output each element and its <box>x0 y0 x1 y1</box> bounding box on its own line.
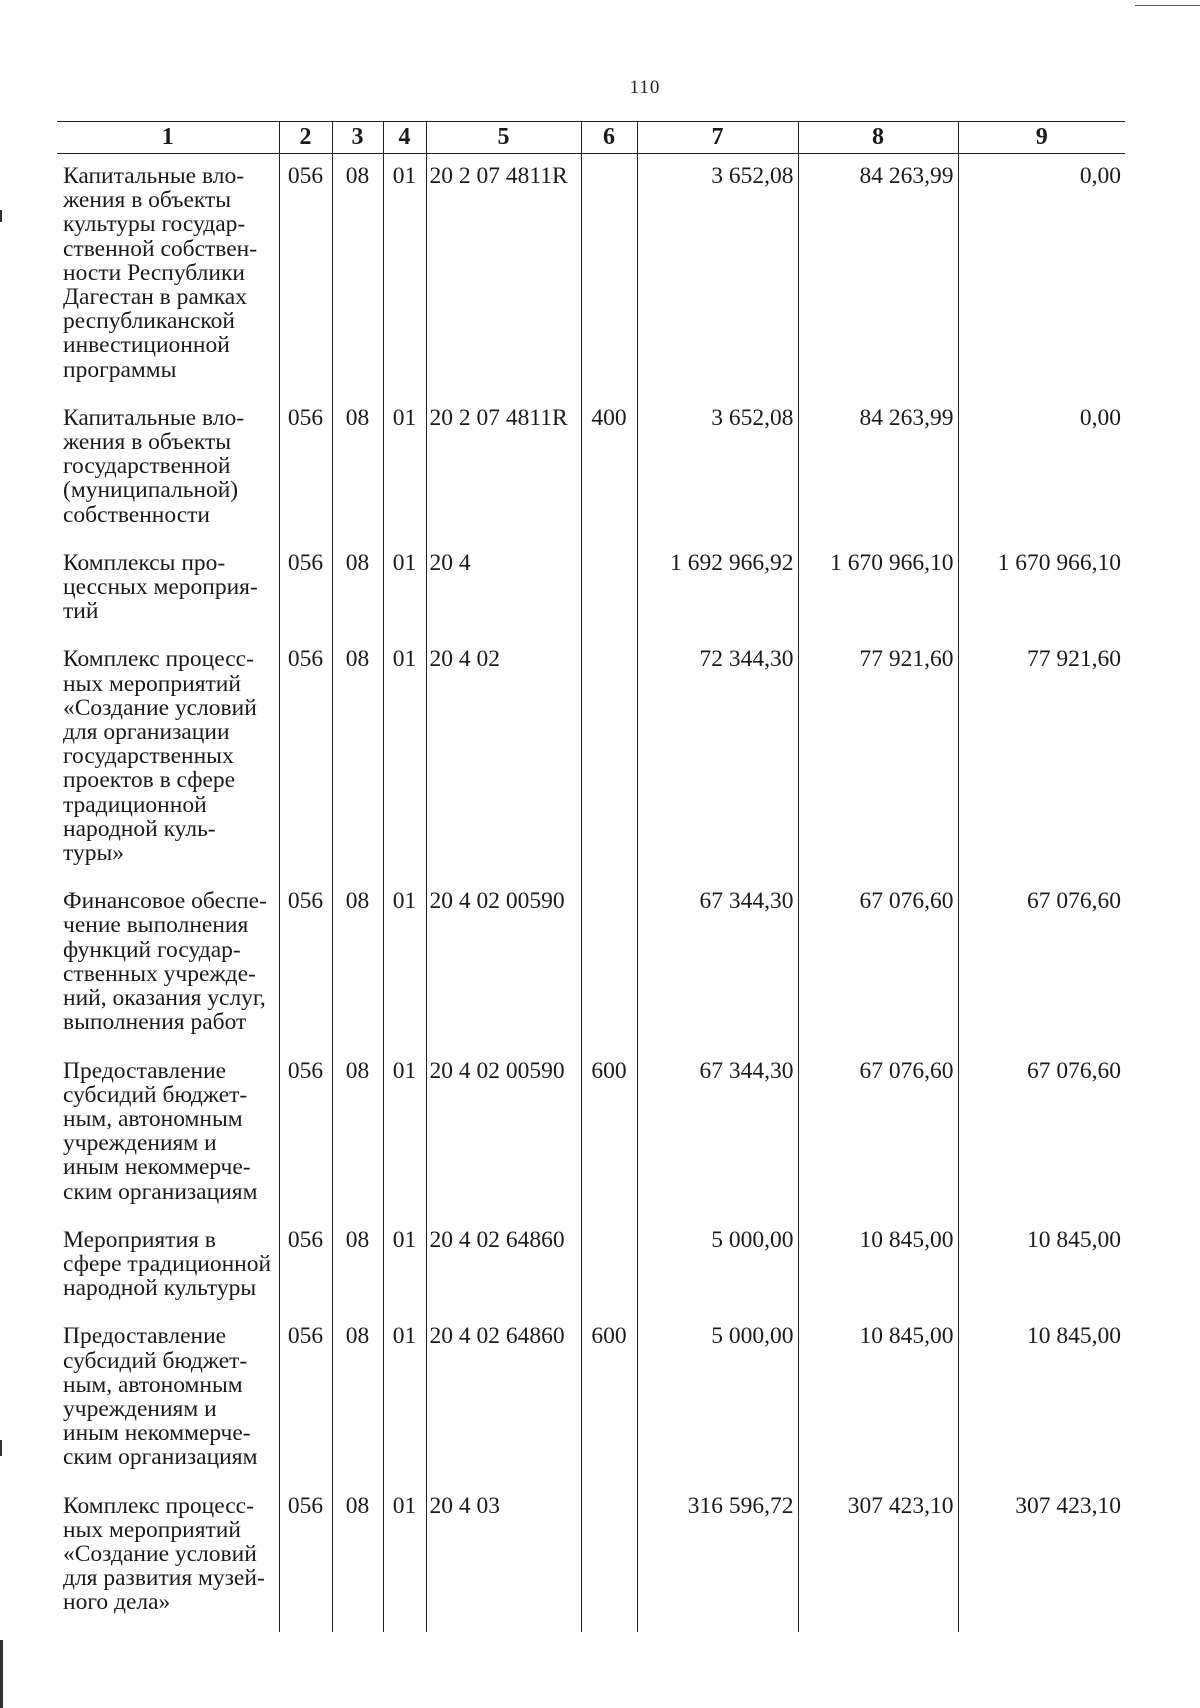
item-name: Комплекс процесс- ных мероприятий «Создание условий для развития музей- ного дела» <box>63 1492 265 1616</box>
budget-table <box>57 121 1125 1632</box>
column-number-header-row <box>57 122 1125 154</box>
table-row <box>57 637 1125 879</box>
expense-type-code: 600 <box>581 1049 637 1218</box>
section-code: 08 <box>332 154 383 396</box>
subsection-code: 01 <box>383 541 426 638</box>
subsection-code: 01 <box>383 637 426 879</box>
amount-col9: 67 076,60 <box>958 879 1125 1048</box>
scan-margin-mark <box>0 1640 3 1708</box>
amount-col9: 0,00 <box>958 154 1125 396</box>
item-name: Комплексы про- цессных мероприя- тий <box>63 549 258 625</box>
amount-col9: 67 076,60 <box>958 1049 1125 1218</box>
amount-col7: 5 000,00 <box>637 1314 798 1483</box>
top-edge-rule <box>1135 5 1200 6</box>
column-number-header: 7 <box>637 122 798 154</box>
amount-col7: 316 596,72 <box>637 1484 798 1632</box>
ministry-code: 056 <box>279 1049 332 1218</box>
amount-col8: 10 845,00 <box>798 1314 958 1483</box>
scan-margin-mark <box>0 210 2 222</box>
amount-col7: 72 344,30 <box>637 637 798 879</box>
ministry-code: 056 <box>279 541 332 638</box>
table-row <box>57 1484 1125 1632</box>
subsection-code: 01 <box>383 396 426 541</box>
ministry-code: 056 <box>279 637 332 879</box>
target-article-code: 20 2 07 4811R <box>426 396 581 541</box>
amount-col9: 10 845,00 <box>958 1314 1125 1483</box>
section-code: 08 <box>332 637 383 879</box>
section-code: 08 <box>332 1314 383 1483</box>
subsection-code: 01 <box>383 879 426 1048</box>
target-article-code: 20 4 <box>426 541 581 638</box>
amount-col8: 84 263,99 <box>798 396 958 541</box>
subsection-code: 01 <box>383 1484 426 1632</box>
section-code: 08 <box>332 396 383 541</box>
subsection-code: 01 <box>383 1049 426 1218</box>
target-article-code: 20 4 02 <box>426 637 581 879</box>
target-article-code: 20 4 02 64860 <box>426 1314 581 1483</box>
item-name: Предоставление субсидий бюджет- ным, автономным учреждениям и иным некоммерче- ским организациям <box>63 1323 258 1471</box>
table-row <box>57 1314 1125 1483</box>
amount-col8: 67 076,60 <box>798 1049 958 1218</box>
section-code: 08 <box>332 1218 383 1315</box>
section-code: 08 <box>332 541 383 638</box>
expense-type-code: 600 <box>581 1314 637 1483</box>
target-article-code: 20 4 03 <box>426 1484 581 1632</box>
expense-type-code <box>581 1484 637 1632</box>
amount-col7: 5 000,00 <box>637 1218 798 1315</box>
subsection-code: 01 <box>383 1218 426 1315</box>
target-article-code: 20 4 02 00590 <box>426 1049 581 1218</box>
column-number-header: 4 <box>383 122 426 154</box>
subsection-code: 01 <box>383 154 426 396</box>
table-row <box>57 1218 1125 1315</box>
amount-col9: 0,00 <box>958 396 1125 541</box>
section-code: 08 <box>332 1484 383 1632</box>
column-number-header: 2 <box>279 122 332 154</box>
table-row <box>57 154 1125 396</box>
item-name: Мероприятия в сфере традиционной народной культуры <box>63 1226 272 1302</box>
amount-col8: 67 076,60 <box>798 879 958 1048</box>
amount-col7: 1 692 966,92 <box>637 541 798 638</box>
expense-type-code <box>581 154 637 396</box>
ministry-code: 056 <box>279 879 332 1048</box>
amount-col8: 77 921,60 <box>798 637 958 879</box>
target-article-code: 20 4 02 00590 <box>426 879 581 1048</box>
page-number: 110 <box>629 77 661 98</box>
amount-col8: 10 845,00 <box>798 1218 958 1315</box>
expense-type-code <box>581 1218 637 1315</box>
column-number-header: 3 <box>332 122 383 154</box>
table-row <box>57 879 1125 1048</box>
item-name: Комплекс процесс- ных мероприятий «Создание условий для организации государственных проектов в сфере традиционной народной куль- туры» <box>63 646 257 867</box>
section-code: 08 <box>332 1049 383 1218</box>
column-number-header: 5 <box>426 122 581 154</box>
ministry-code: 056 <box>279 396 332 541</box>
amount-col8: 1 670 966,10 <box>798 541 958 638</box>
column-number-header: 8 <box>798 122 958 154</box>
column-number-header: 1 <box>57 122 279 154</box>
amount-col9: 77 921,60 <box>958 637 1125 879</box>
ministry-code: 056 <box>279 1484 332 1632</box>
ministry-code: 056 <box>279 1218 332 1315</box>
amount-col7: 67 344,30 <box>637 879 798 1048</box>
expense-type-code: 400 <box>581 396 637 541</box>
item-name: Капитальные вло- жения в объекты государственной (муниципальной) собственности <box>63 404 245 528</box>
amount-col7: 3 652,08 <box>637 154 798 396</box>
table-row <box>57 1049 1125 1218</box>
table-row <box>57 541 1125 638</box>
table-row <box>57 396 1125 541</box>
item-name: Финансовое обеспе- чение выполнения функций государ- ственных учрежде- ний, оказания услуг, выполнения работ <box>63 888 267 1036</box>
amount-col7: 67 344,30 <box>637 1049 798 1218</box>
column-number-header: 6 <box>581 122 637 154</box>
amount-col8: 307 423,10 <box>798 1484 958 1632</box>
subsection-code: 01 <box>383 1314 426 1483</box>
target-article-code: 20 2 07 4811R <box>426 154 581 396</box>
item-name: Предоставление субсидий бюджет- ным, автономным учреждениям и иным некоммерче- ским организациям <box>63 1057 258 1205</box>
section-code: 08 <box>332 879 383 1048</box>
ministry-code: 056 <box>279 1314 332 1483</box>
amount-col7: 3 652,08 <box>637 396 798 541</box>
expense-type-code <box>581 879 637 1048</box>
ministry-code: 056 <box>279 154 332 396</box>
expense-type-code <box>581 541 637 638</box>
column-number-header: 9 <box>958 122 1125 154</box>
amount-col9: 10 845,00 <box>958 1218 1125 1315</box>
item-name: Капитальные вло- жения в объекты культуры государ- ственной собствен- ности Республики Дагестан в рамках республиканской инвестиционной программы <box>63 163 258 383</box>
amount-col9: 307 423,10 <box>958 1484 1125 1632</box>
scan-margin-mark <box>0 1440 2 1456</box>
amount-col8: 84 263,99 <box>798 154 958 396</box>
target-article-code: 20 4 02 64860 <box>426 1218 581 1315</box>
expense-type-code <box>581 637 637 879</box>
amount-col9: 1 670 966,10 <box>958 541 1125 638</box>
